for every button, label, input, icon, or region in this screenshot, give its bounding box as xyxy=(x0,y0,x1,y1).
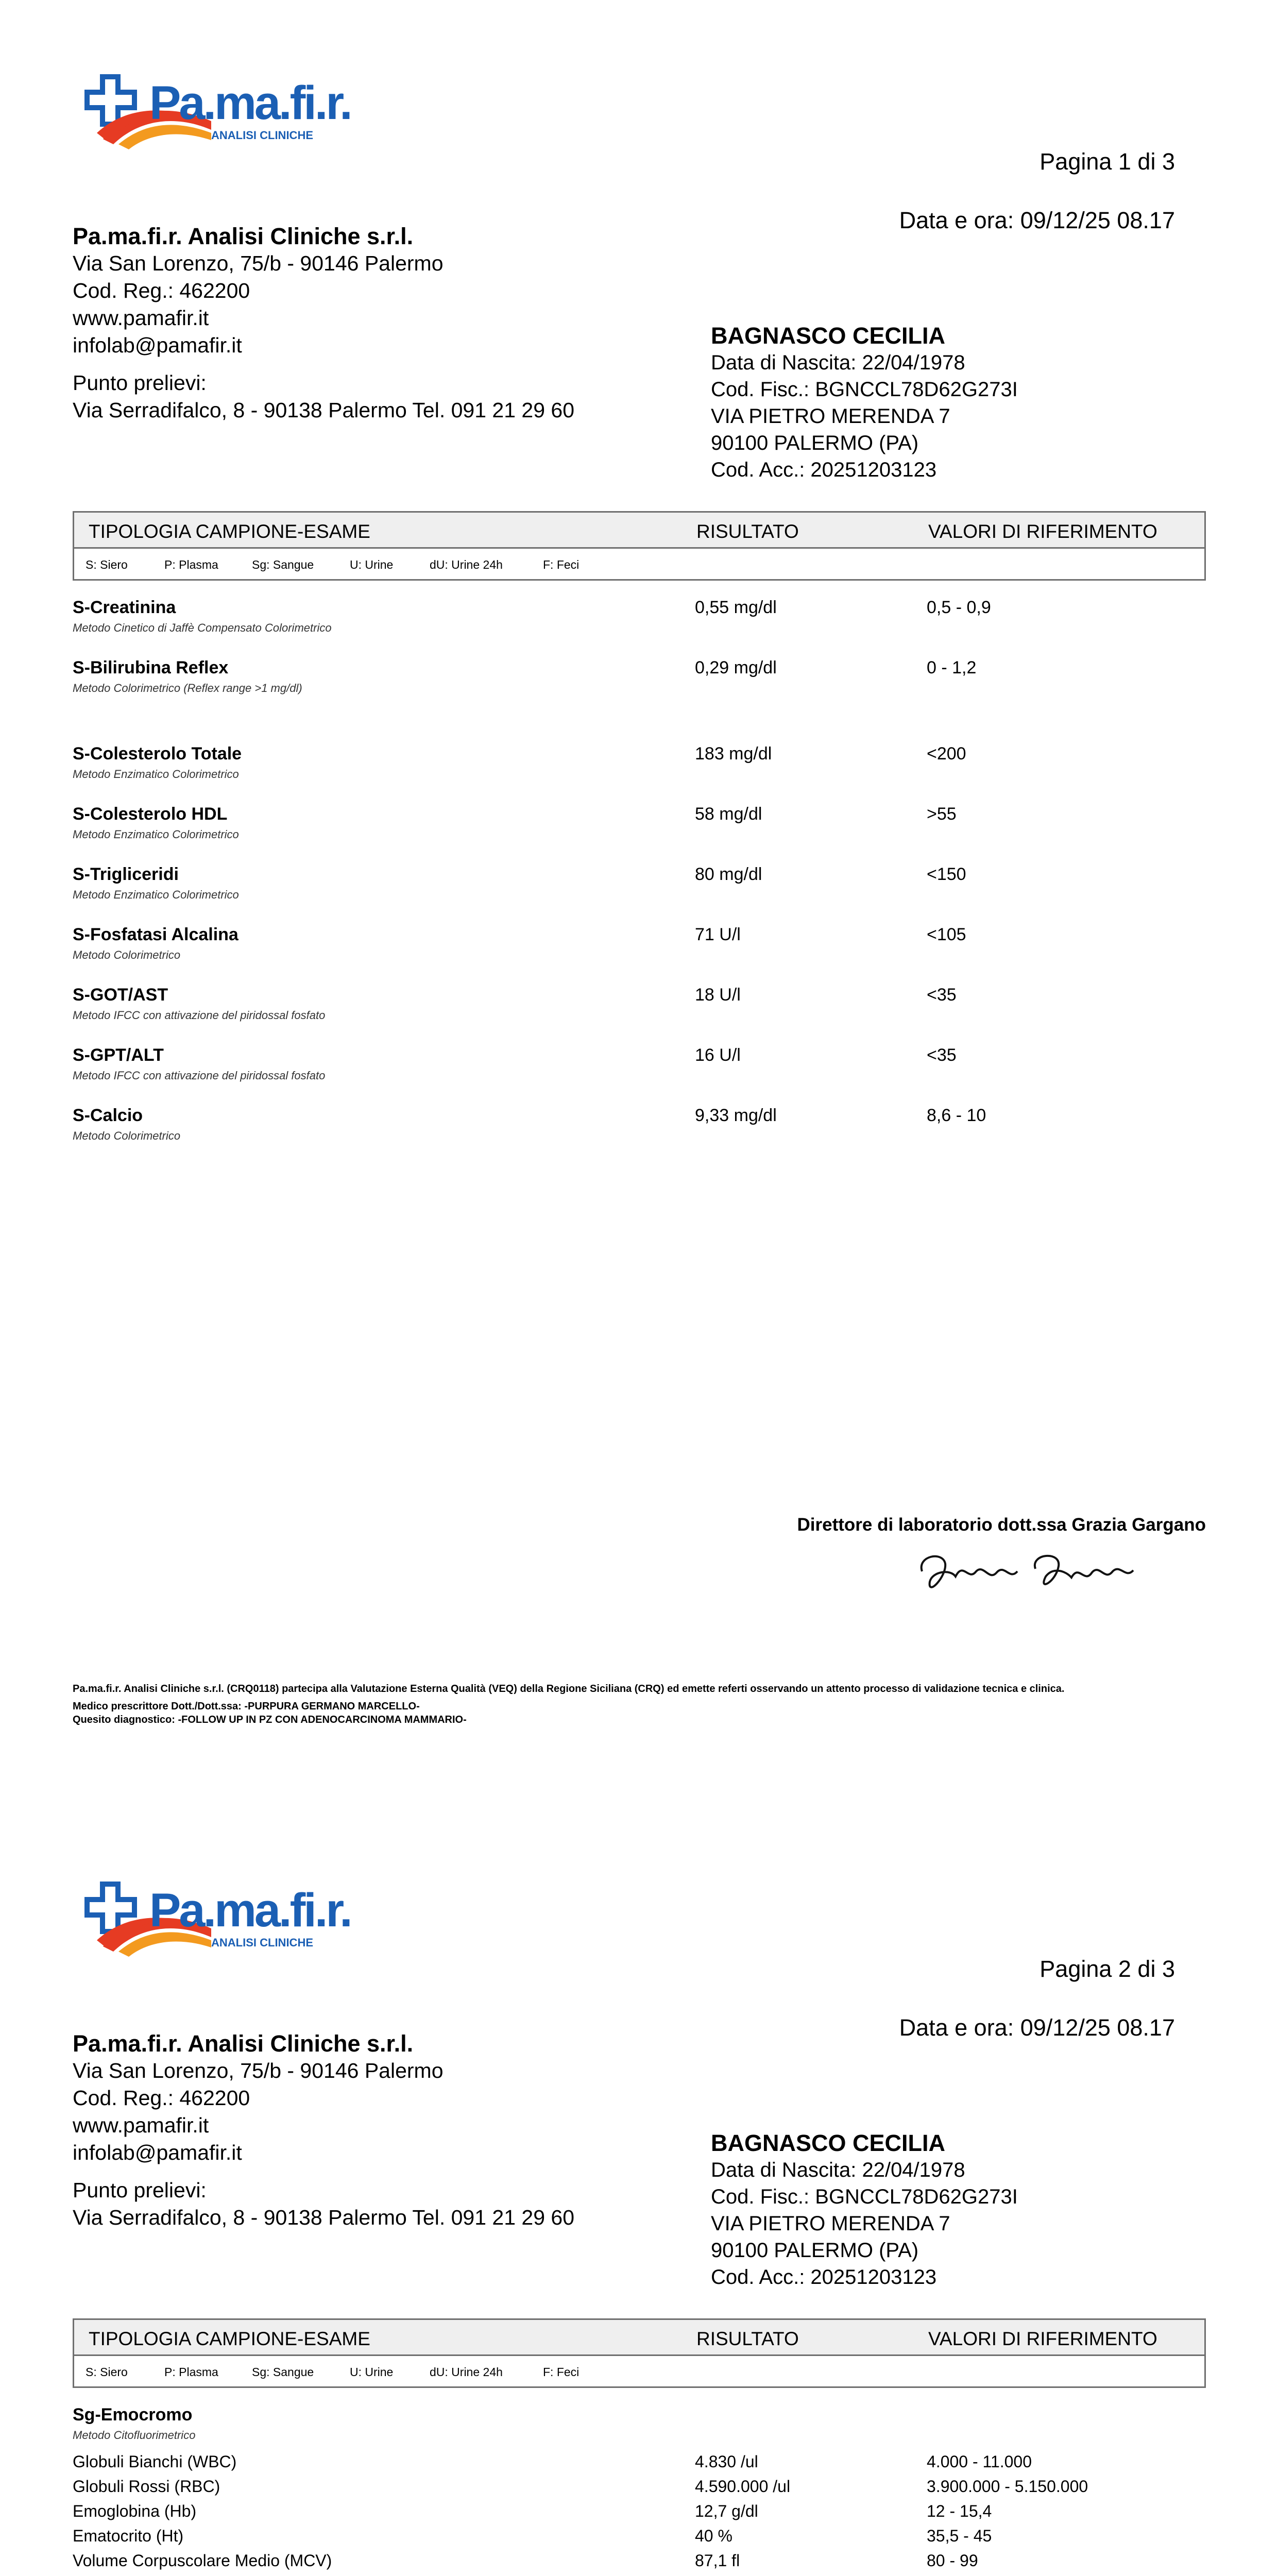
emocromo-row-label xyxy=(73,2573,365,2576)
lab-cod-reg: Cod. Reg.: 462200 xyxy=(73,279,250,302)
page-number: Pagina 2 di 3 xyxy=(1040,1956,1175,1982)
prescriber: Medico prescrittore Dott./Dott.ssa: -PURPURA GERMANO MARCELLO- xyxy=(73,1701,420,1712)
test-result: 18 U/l xyxy=(695,985,741,1005)
test-name: S-Creatinina xyxy=(73,598,176,617)
test-result: 58 mg/dl xyxy=(695,804,762,824)
emocromo-row-label: Ematocrito (Ht) xyxy=(73,2527,184,2545)
legend-item: dU: Urine 24h xyxy=(430,558,503,571)
test-result: 16 U/l xyxy=(695,1045,741,1065)
patient-name: BAGNASCO CECILIA xyxy=(711,2130,946,2156)
test-method: Metodo Cinetico di Jaffè Compensato Colorimetrico xyxy=(73,621,332,634)
page-number: Pagina 1 di 3 xyxy=(1040,148,1175,175)
results-table-header xyxy=(73,2318,1206,2356)
lab-director: Direttore di laboratorio dott.ssa Grazia Gargano xyxy=(797,1515,1206,1535)
test-name: S-Colesterolo HDL xyxy=(73,804,228,824)
test-result: 183 mg/dl xyxy=(695,744,772,764)
patient-name: BAGNASCO CECILIA xyxy=(711,323,946,349)
patient-birth: Data di Nascita: 22/04/1978 xyxy=(711,351,965,374)
test-name: S-Colesterolo Totale xyxy=(73,744,242,764)
report-datetime: Data e ora: 09/12/25 08.17 xyxy=(899,207,1175,233)
test-name: Sg-Emocromo xyxy=(73,2405,193,2425)
sample-legend xyxy=(73,549,1206,581)
test-reference: 8,6 - 10 xyxy=(927,1106,986,1125)
emocromo-row-result: 40 % xyxy=(695,2527,732,2545)
patient-city: 90100 PALERMO (PA) xyxy=(711,2239,919,2262)
test-method: Metodo IFCC con attivazione del piridossal fosfato xyxy=(73,1009,326,1022)
test-result: 0,29 mg/dl xyxy=(695,658,777,677)
test-reference: 0 - 1,2 xyxy=(927,658,977,677)
report-page-2 xyxy=(0,1807,1278,2576)
legend-item: dU: Urine 24h xyxy=(430,2365,503,2379)
test-name: S-Bilirubina Reflex xyxy=(73,658,229,677)
legend-item: U: Urine xyxy=(350,558,394,571)
legend-item: P: Plasma xyxy=(164,558,218,571)
lab-info xyxy=(73,2030,574,2231)
emocromo-row-reference: 12 - 15,4 xyxy=(927,2502,992,2520)
patient-street: VIA PIETRO MERENDA 7 xyxy=(711,2212,950,2235)
lab-address: Via San Lorenzo, 75/b - 90146 Palermo xyxy=(73,2059,444,2082)
header-reference: VALORI DI RIFERIMENTO xyxy=(928,2328,1157,2349)
patient-acc-code: Cod. Acc.: 20251203123 xyxy=(711,2266,937,2289)
emocromo-row-result: 4.830 /ul xyxy=(695,2452,758,2471)
test-method: Metodo Colorimetrico xyxy=(73,948,181,961)
patient-fiscal-code: Cod. Fisc.: BGNCCL78D62G273I xyxy=(711,2185,1018,2208)
results-table-header xyxy=(73,511,1206,549)
diagnostic-question: Quesito diagnostico: -FOLLOW UP IN PZ CON ADENOCARCINOMA MAMMARIO- xyxy=(73,1714,467,1725)
sampling-label: Punto prelievi: xyxy=(73,2178,207,2202)
test-result: 71 U/l xyxy=(695,925,741,944)
patient-info xyxy=(711,323,1018,483)
legend-item: S: Siero xyxy=(86,558,128,571)
test-method: Metodo Colorimetrico xyxy=(73,1129,181,1142)
logo-tagline: ANALISI CLINICHE xyxy=(211,129,313,142)
test-reference: <200 xyxy=(927,744,966,764)
test-reference: <105 xyxy=(927,925,966,944)
test-method: Metodo Enzimatico Colorimetrico xyxy=(73,768,239,781)
test-method: Metodo Colorimetrico (Reflex range >1 mg/dl) xyxy=(73,682,302,694)
test-name: S-GOT/AST xyxy=(73,985,168,1005)
legend-item: Sg: Sangue xyxy=(252,2365,314,2379)
emocromo-row-label: Globuli Bianchi (WBC) xyxy=(73,2452,237,2471)
director-signature xyxy=(907,1540,1144,1607)
sampling-address: Via Serradifalco, 8 - 90138 Palermo Tel. 091 21 29 60 xyxy=(73,2206,575,2229)
test-reference: <35 xyxy=(927,985,957,1005)
emocromo-row-result: 4.590.000 /ul xyxy=(695,2477,791,2496)
signature-icon xyxy=(907,1540,1144,1607)
quality-statement: Pa.ma.fi.r. Analisi Cliniche s.r.l. (CRQ0118) partecipa alla Valutazione Esterna Qualità (VEQ) della Regione Siciliana (CRQ) ed emette referti osservando un attento processo di validazione tecnica e clinica. xyxy=(73,1683,1065,1694)
lab-website: www.pamafir.it xyxy=(73,306,209,330)
test-name: S-Calcio xyxy=(73,1106,143,1125)
emocromo-row-reference: 4.000 - 11.000 xyxy=(927,2452,1032,2471)
report-footer xyxy=(73,1682,1064,1726)
logo-name: Pa.ma.fi.r. xyxy=(149,77,351,129)
test-result: 0,55 mg/dl xyxy=(695,598,777,617)
test-reference: 0,5 - 0,9 xyxy=(927,598,991,617)
emocromo-row-label: Volume Corpuscolare Medio (MCV) xyxy=(73,2551,332,2570)
header-result: RISULTATO xyxy=(696,2328,799,2349)
legend-item: P: Plasma xyxy=(164,2365,218,2379)
legend-item: F: Feci xyxy=(543,558,580,571)
header-sample-type: TIPOLOGIA CAMPIONE-ESAME xyxy=(89,2328,370,2349)
lab-name: Pa.ma.fi.r. Analisi Cliniche s.r.l. xyxy=(73,223,414,249)
patient-street: VIA PIETRO MERENDA 7 xyxy=(711,405,950,428)
emocromo-row-reference: 3.900.000 - 5.150.000 xyxy=(927,2477,1088,2496)
test-reference: <35 xyxy=(927,1045,957,1065)
lab-email: infolab@pamafir.it xyxy=(73,333,242,357)
test-reference: >55 xyxy=(927,804,957,824)
legend-item: U: Urine xyxy=(350,2365,394,2379)
test-method: Metodo IFCC con attivazione del piridossal fosfato xyxy=(73,1069,326,1082)
test-result: 9,33 mg/dl xyxy=(695,1106,777,1125)
lab-email: infolab@pamafir.it xyxy=(73,2141,242,2164)
patient-fiscal-code: Cod. Fisc.: BGNCCL78D62G273I xyxy=(711,378,1018,401)
patient-acc-code: Cod. Acc.: 20251203123 xyxy=(711,459,937,481)
lab-website: www.pamafir.it xyxy=(73,2113,209,2137)
sample-legend xyxy=(73,2356,1206,2388)
emocromo-row-reference: 80 - 99 xyxy=(927,2551,978,2570)
test-name: S-Fosfatasi Alcalina xyxy=(73,925,238,944)
emocromo-row-result xyxy=(695,2573,750,2576)
emocromo-row-label: Emoglobina (Hb) xyxy=(73,2502,197,2520)
header-result: RISULTATO xyxy=(696,521,799,542)
emocromo-row-result: 87,1 fl xyxy=(695,2551,740,2570)
header-sample-type: TIPOLOGIA CAMPIONE-ESAME xyxy=(89,521,370,542)
emocromo-row-reference: 35,5 - 45 xyxy=(927,2527,992,2545)
test-method: Metodo Citofluorimetrico xyxy=(73,2429,196,2442)
sampling-label: Punto prelievi: xyxy=(73,371,207,395)
lab-info xyxy=(73,223,574,424)
test-result: 80 mg/dl xyxy=(695,865,762,884)
test-method: Metodo Enzimatico Colorimetrico xyxy=(73,828,239,841)
logo-name: Pa.ma.fi.r. xyxy=(149,1884,351,1937)
legend-item: F: Feci xyxy=(543,2365,580,2379)
patient-info xyxy=(711,2130,1018,2291)
patient-city: 90100 PALERMO (PA) xyxy=(711,432,919,454)
lab-name: Pa.ma.fi.r. Analisi Cliniche s.r.l. xyxy=(73,2030,414,2057)
legend-item: S: Siero xyxy=(86,2365,128,2379)
emocromo-row-result: 12,7 g/dl xyxy=(695,2502,758,2520)
test-reference: <150 xyxy=(927,865,966,884)
emocromo-row-label: Globuli Rossi (RBC) xyxy=(73,2477,220,2496)
patient-birth: Data di Nascita: 22/04/1978 xyxy=(711,2159,965,2181)
test-name: S-Trigliceridi xyxy=(73,865,179,884)
test-name: S-GPT/ALT xyxy=(73,1045,164,1065)
legend-item: Sg: Sangue xyxy=(252,558,314,571)
report-datetime: Data e ora: 09/12/25 08.17 xyxy=(899,2014,1175,2041)
lab-address: Via San Lorenzo, 75/b - 90146 Palermo xyxy=(73,251,444,275)
logo-tagline: ANALISI CLINICHE xyxy=(211,1936,313,1949)
company-logo xyxy=(82,1879,350,1962)
sampling-address: Via Serradifalco, 8 - 90138 Palermo Tel. 091 21 29 60 xyxy=(73,398,575,422)
header-reference: VALORI DI RIFERIMENTO xyxy=(928,521,1157,542)
test-method: Metodo Enzimatico Colorimetrico xyxy=(73,888,239,901)
company-logo xyxy=(82,72,350,155)
lab-cod-reg: Cod. Reg.: 462200 xyxy=(73,2086,250,2110)
emocromo-row-reference xyxy=(927,2573,992,2576)
